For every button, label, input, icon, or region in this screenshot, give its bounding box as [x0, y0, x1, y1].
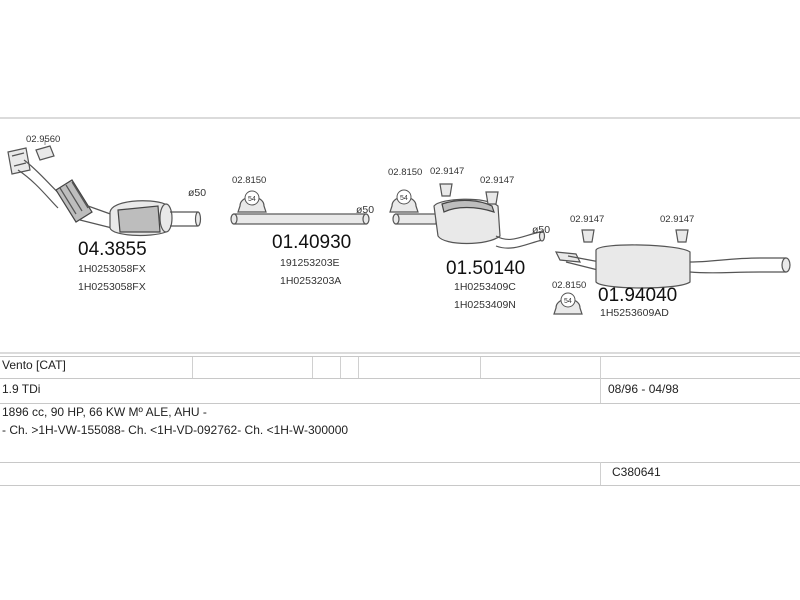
clamp-icon: [390, 190, 418, 212]
flex-section: [56, 180, 92, 222]
table-divider: [600, 462, 601, 485]
reference-number: 1H0253409N: [454, 299, 516, 311]
part-number-label: 01.40930: [272, 232, 352, 253]
chassis-range: - Ch. >1H-VW-155088- Ch. <1H-VD-092762- Ch. <1H-W-300000: [2, 423, 349, 437]
engine-specs: 1896 cc, 90 HP, 66 KW Mº ALE, AHU -: [2, 405, 207, 419]
table-border: [0, 403, 800, 404]
part-number-label: 04.3855: [78, 239, 147, 260]
reference-number: 1H0253058FX: [78, 263, 146, 275]
middle-pipe: [231, 214, 369, 224]
downpipe-catalyst: [8, 148, 201, 235]
table-border: [0, 356, 800, 357]
table-divider: [600, 357, 601, 403]
part-number-label: 01.50140: [446, 258, 526, 279]
system-code: C380641: [612, 465, 661, 479]
part-number-label: 01.94040: [598, 285, 678, 306]
diameter-label: ø50: [188, 187, 207, 199]
part-number-label: 02.9147: [660, 214, 695, 225]
rubber-hanger-icon: [440, 184, 452, 196]
rear-silencer: [556, 245, 790, 288]
part-number-label: 02.9560: [26, 134, 61, 145]
part-number-label: 02.9147: [570, 214, 605, 225]
svg-text:54: 54: [564, 298, 572, 305]
diameter-label: ø50: [356, 204, 375, 216]
part-number-label: 02.8150: [552, 280, 587, 291]
table-border: [0, 485, 800, 486]
table-divider: [192, 357, 193, 378]
table-border: [0, 378, 800, 379]
production-dates: 08/96 - 04/98: [608, 382, 679, 396]
reference-number: 1H0253203A: [280, 275, 342, 287]
engine-type: 1.9 TDi: [2, 382, 41, 396]
table-divider: [358, 357, 359, 378]
table-divider: [480, 357, 481, 378]
part-number-label: 02.9147: [480, 175, 515, 186]
clamp-icon: [238, 191, 266, 212]
table-border: [0, 462, 800, 463]
part-number-label: 02.8150: [388, 167, 423, 178]
rubber-hanger-icon: [486, 192, 498, 204]
reference-number: 1H5253609AD: [600, 307, 669, 319]
svg-text:54: 54: [248, 196, 256, 203]
model-name: Vento [CAT]: [2, 358, 66, 372]
part-number-label: 02.9147: [430, 166, 465, 177]
reference-number: 191253203E: [280, 257, 340, 269]
svg-text:54: 54: [400, 195, 408, 202]
reference-number: 1H0253058FX: [78, 281, 146, 293]
reference-number: 1H0253409C: [454, 281, 516, 293]
table-divider: [340, 357, 341, 378]
part-number-label: 02.8150: [232, 175, 267, 186]
diameter-label: ø50: [532, 224, 551, 236]
rubber-hanger-icon: [582, 230, 594, 242]
clamp-icon: [554, 293, 582, 314]
table-divider: [312, 357, 313, 378]
rubber-hanger-icon: [676, 230, 688, 242]
